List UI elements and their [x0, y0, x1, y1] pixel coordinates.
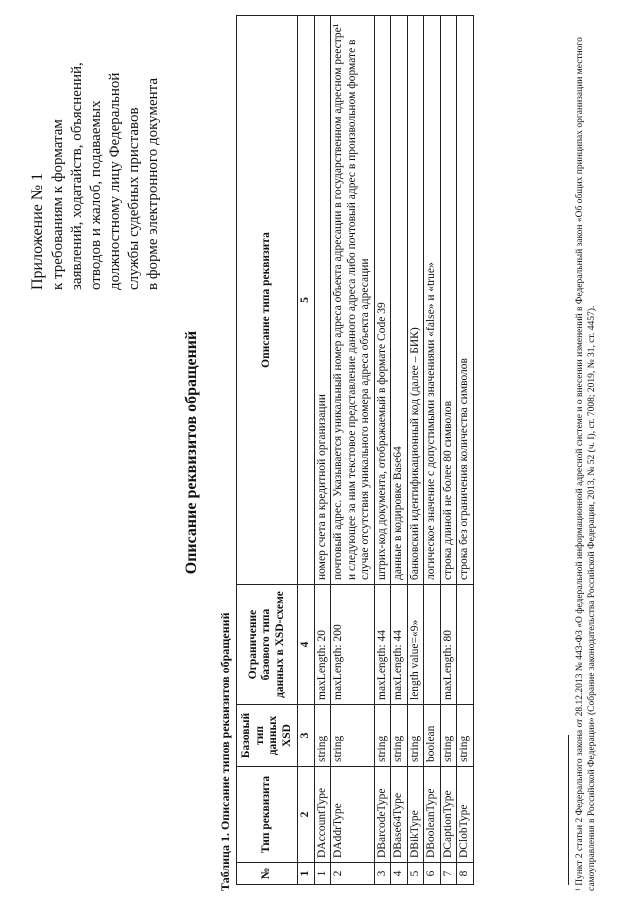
- table-row: [424, 16, 441, 885]
- document-title: Описание реквизитов обращений: [183, 330, 200, 575]
- header-cell: Описание типа реквизита: [237, 16, 298, 585]
- type-name: DBikType: [407, 767, 424, 863]
- table-caption: Таблица 1. Описание типов реквизитов обращений: [218, 612, 232, 891]
- column-number: 1: [298, 863, 315, 885]
- row-number: 4: [391, 863, 408, 885]
- row-number: 2: [331, 863, 375, 885]
- header-cell: №: [237, 863, 298, 885]
- type-name: DAddrType: [331, 767, 375, 863]
- restriction: maxLength: 44: [374, 585, 391, 705]
- base-type: boolean: [424, 705, 441, 767]
- table-row: [440, 16, 457, 885]
- table-row: [374, 16, 391, 885]
- appendix-heading: Приложение № 1: [29, 172, 46, 290]
- appendix-line: заявлений, ходатайств, объяснений,: [69, 62, 85, 290]
- appendix-line: службы судебных приставов: [126, 107, 142, 290]
- description: почтовый адрес. Указывается уникальный номер адреса объекта адресации в государственном адресном реестре¹ и следующее за ним текстовое представление данного адреса либо почтовый адрес в произвольном формате в случае отсутствия уникального номера адреса объекта адресации: [331, 16, 375, 585]
- row-number: 6: [424, 863, 441, 885]
- requisites-table: [236, 15, 474, 885]
- restriction: length value=«9»: [407, 585, 424, 705]
- column-number-row: [298, 16, 315, 885]
- footnote-separator: [568, 735, 569, 885]
- restriction: maxLength: 44: [391, 585, 408, 705]
- restriction: [457, 585, 474, 705]
- appendix-line: к требованиям к форматам: [50, 119, 66, 290]
- header-cell: Ограничение базового типа данных в XSD-схеме: [237, 585, 298, 705]
- type-name: DBase64Type: [391, 767, 408, 863]
- type-name: DClobType: [457, 767, 474, 863]
- column-number: 4: [298, 585, 315, 705]
- table-row: [391, 16, 408, 885]
- restriction: maxLength: 200: [331, 585, 375, 705]
- restriction: maxLength: 80: [440, 585, 457, 705]
- column-number: 2: [298, 767, 315, 863]
- restriction: maxLength: 20: [314, 585, 331, 705]
- description: штрих-код документа, отображаемый в формате Code 39: [374, 16, 391, 585]
- base-type: string: [374, 705, 391, 767]
- table-row: [457, 16, 474, 885]
- header-cell: Тип реквизита: [237, 767, 298, 863]
- column-number: 5: [298, 16, 315, 585]
- appendix-line: отводов и жалоб, подаваемых: [88, 100, 104, 290]
- description: номер счета в кредитной организации: [314, 16, 331, 585]
- base-type: string: [331, 705, 375, 767]
- header-cell: Базовый тип данных XSD: [237, 705, 298, 767]
- description: банковский идентификационный код (далее – БИК): [407, 16, 424, 585]
- footnote: ¹ Пункт 2 статьи 2 Федерального закона от 28.12.2013 № 443-ФЗ «О федеральной информационной адресной системе и о внесении изменений в Федеральный закон «Об общих принципах организации местного самоуправления в Российской Федерации» (Собрание законодательства Российской Федерации, 2013, № 52 (ч. I), ст. 7008; 2019, № 31, ст. 4457).: [575, 37, 597, 891]
- appendix-block: [28, 10, 163, 290]
- table-row: [407, 16, 424, 885]
- column-number: 3: [298, 705, 315, 767]
- appendix-line: в форме электронного документа: [145, 77, 161, 290]
- table-row: [331, 16, 375, 885]
- base-type: string: [457, 705, 474, 767]
- row-number: 1: [314, 863, 331, 885]
- base-type: string: [440, 705, 457, 767]
- type-name: DBooleanType: [424, 767, 441, 863]
- restriction: [424, 585, 441, 705]
- table-row: [314, 16, 331, 885]
- base-type: string: [314, 705, 331, 767]
- type-name: DCaptionType: [440, 767, 457, 863]
- description: строка длиной не более 80 символов: [440, 16, 457, 585]
- row-number: 7: [440, 863, 457, 885]
- row-number: 8: [457, 863, 474, 885]
- row-number: 3: [374, 863, 391, 885]
- description: данные в кодировке Base64: [391, 16, 408, 585]
- description: логическое значение с допустимыми значениями «false» и «true»: [424, 16, 441, 585]
- type-name: DAccountType: [314, 767, 331, 863]
- type-name: DBarcodeType: [374, 767, 391, 863]
- base-type: string: [407, 705, 424, 767]
- base-type: string: [391, 705, 408, 767]
- header-row: [237, 16, 298, 885]
- row-number: 5: [407, 863, 424, 885]
- appendix-line: должностному лицу Федеральной: [107, 72, 123, 290]
- description: строка без ограничения количества символов: [457, 16, 474, 585]
